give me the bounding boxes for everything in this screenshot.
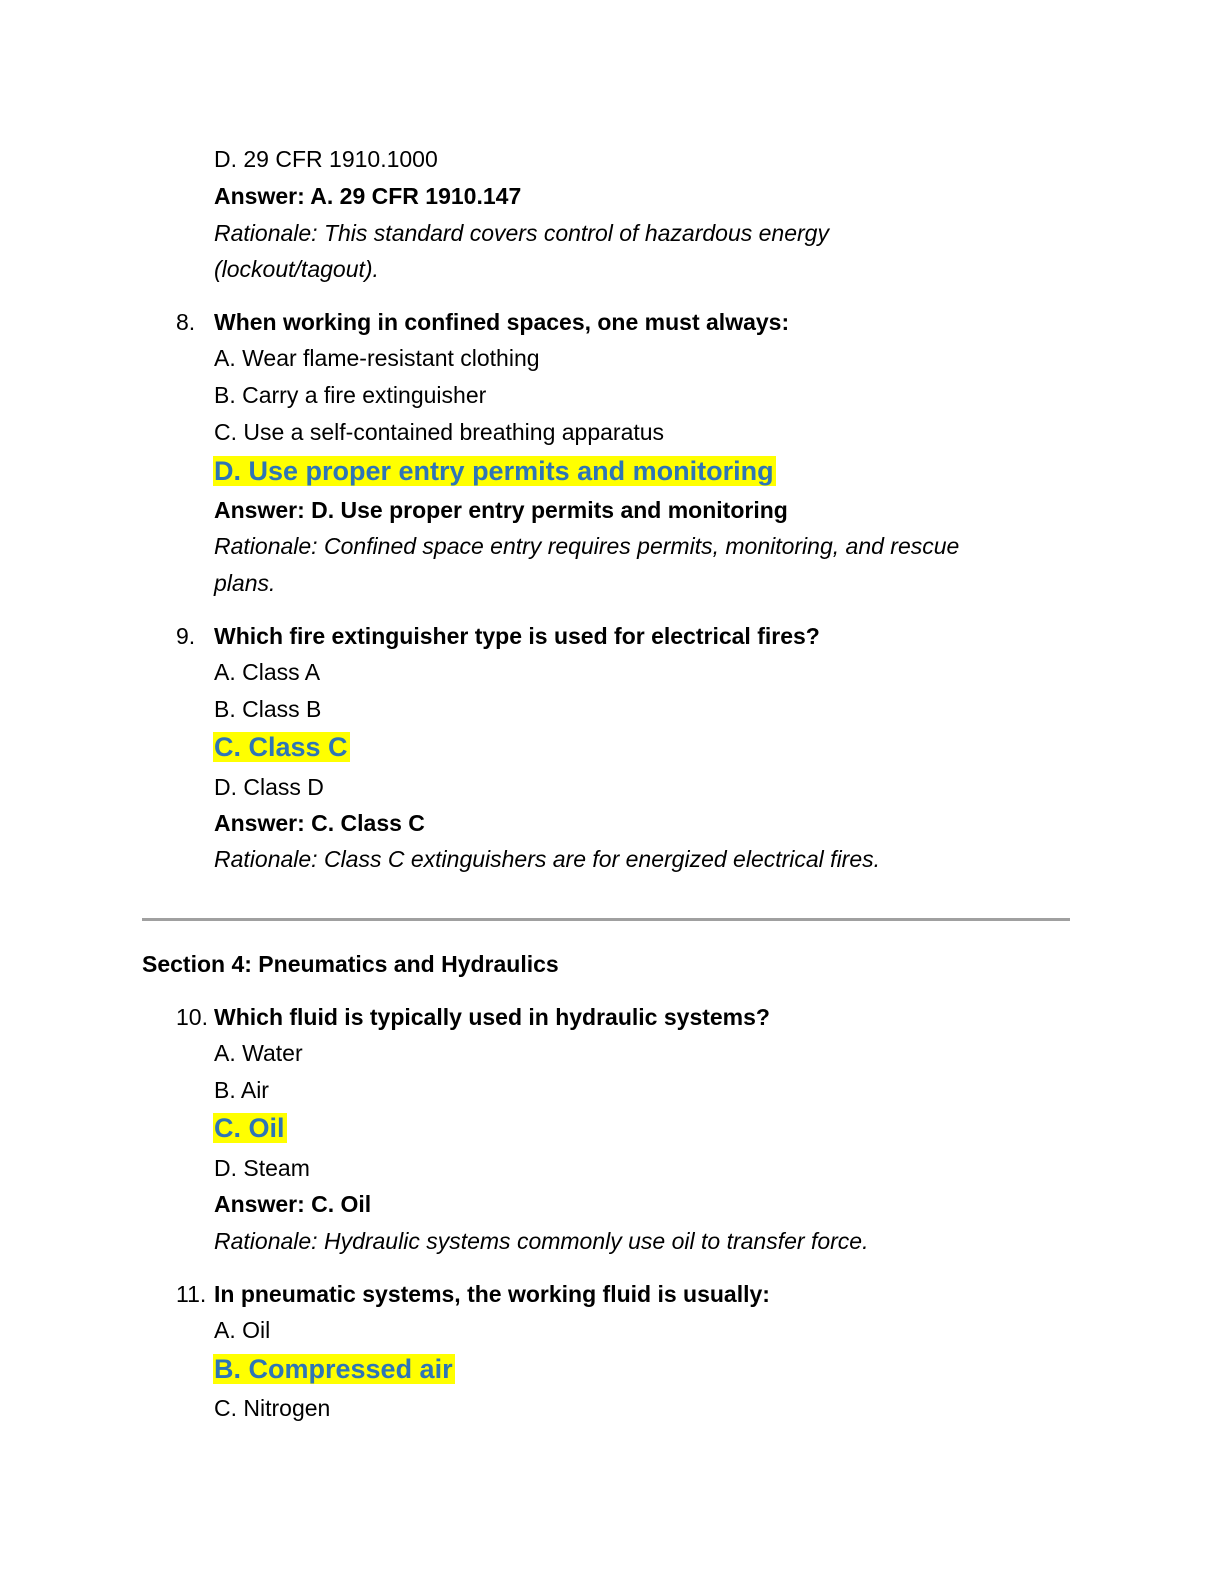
q8-answer: Answer: D. Use proper entry permits and monitoring: [214, 497, 788, 523]
highlight-mark: [213, 1354, 455, 1384]
q9-number: 9.: [176, 623, 196, 649]
highlight-mark: [213, 1113, 287, 1143]
q9-option-c-highlighted: [214, 729, 350, 765]
q11-number: 11.: [176, 1281, 207, 1307]
q7-option-d: D. 29 CFR 1910.1000: [214, 146, 438, 172]
q10-rationale: Rationale: Hydraulic systems commonly use oil to transfer force.: [214, 1228, 869, 1254]
q9-correct-option: C. Class C: [214, 732, 348, 762]
q10-option-d: D. Steam: [214, 1155, 310, 1181]
section-divider: [142, 918, 1070, 921]
q9-option-d: D. Class D: [214, 774, 324, 800]
q11-question: In pneumatic systems, the working fluid is usually:: [214, 1281, 770, 1307]
q10-option-b: B. Air: [214, 1077, 269, 1103]
q7-rationale-line2: (lockout/tagout).: [214, 256, 379, 282]
q8-option-d-highlighted: [214, 453, 776, 489]
q10-answer: Answer: C. Oil: [214, 1191, 372, 1217]
q8-option-c: C. Use a self-contained breathing apparatus: [214, 419, 665, 445]
q8-rationale-line1: Rationale: Confined space entry requires permits, monitoring, and rescue: [214, 533, 960, 559]
q8-rationale-line2: plans.: [214, 570, 276, 596]
q9-option-a: A. Class A: [214, 659, 321, 685]
q9-question: Which fire extinguisher type is used for electrical fires?: [214, 623, 820, 649]
q10-option-a: A. Water: [214, 1040, 303, 1066]
q8-option-a: A. Wear flame-resistant clothing: [214, 345, 540, 371]
q8-correct-option: D. Use proper entry permits and monitoring: [214, 456, 774, 486]
q9-option-b: B. Class B: [214, 696, 322, 722]
q10-correct-option: C. Oil: [214, 1113, 285, 1143]
q10-number: 10.: [176, 1004, 208, 1030]
q9-rationale: Rationale: Class C extinguishers are for energized electrical fires.: [214, 846, 881, 872]
q10-question: Which fluid is typically used in hydraulic systems?: [214, 1004, 770, 1030]
q7-answer: Answer: A. 29 CFR 1910.147: [214, 183, 522, 209]
q11-option-c: C. Nitrogen: [214, 1395, 331, 1421]
q8-number: 8.: [176, 309, 196, 335]
q11-correct-option: B. Compressed air: [214, 1354, 453, 1384]
q9-answer: Answer: C. Class C: [214, 810, 425, 836]
q11-option-b-highlighted: [214, 1351, 455, 1387]
highlight-mark: [213, 456, 776, 486]
q8-option-b: B. Carry a fire extinguisher: [214, 382, 487, 408]
q10-option-c-highlighted: [214, 1110, 287, 1146]
q8-question: When working in confined spaces, one must always:: [214, 309, 790, 335]
section-heading: Section 4: Pneumatics and Hydraulics: [142, 951, 559, 977]
q11-option-a: A. Oil: [214, 1317, 271, 1343]
q7-rationale-line1: Rationale: This standard covers control of hazardous energy: [214, 220, 829, 246]
highlight-mark: [213, 732, 350, 762]
